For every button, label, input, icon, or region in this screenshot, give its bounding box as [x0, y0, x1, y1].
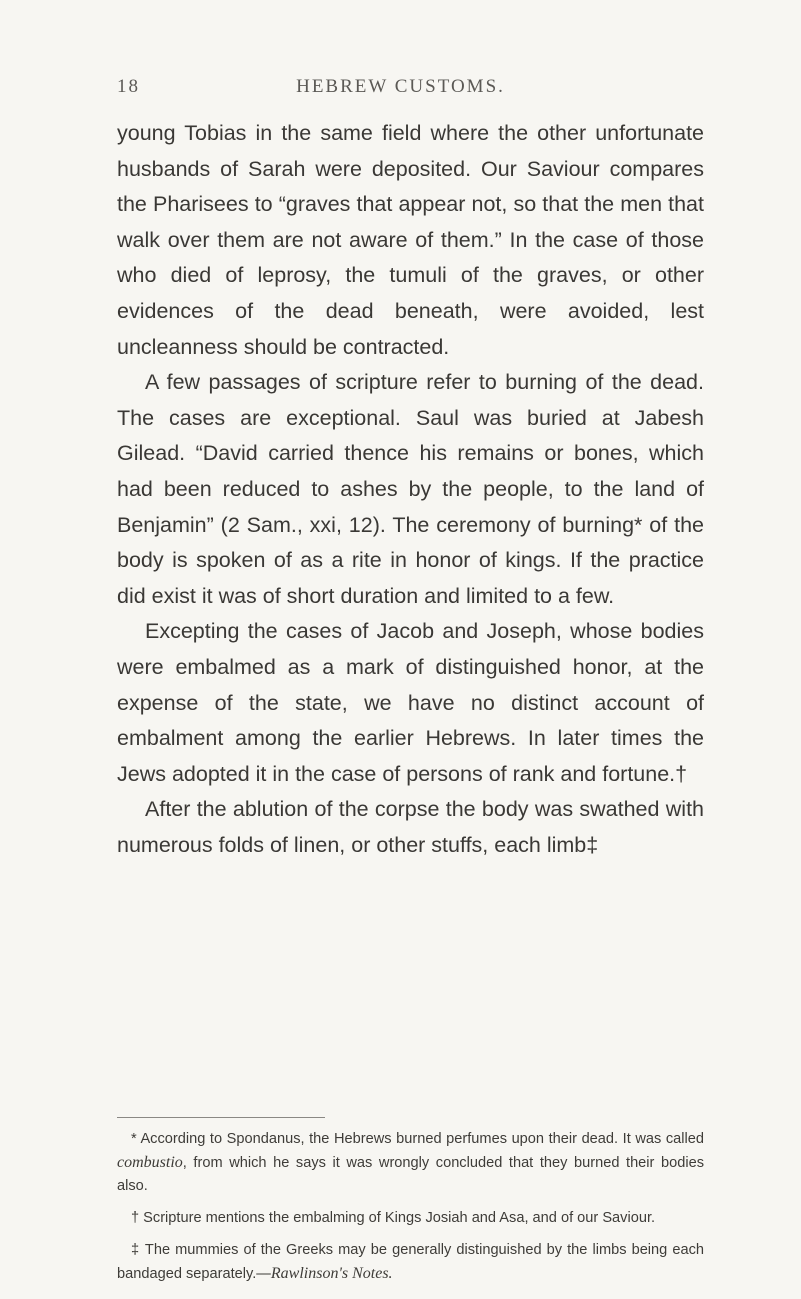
- running-header: [0, 76, 801, 106]
- footnotes: [117, 1128, 704, 1295]
- paragraph-4: After the ablution of the corpse the body was swathed with numerous folds of linen, or other stuffs, each limb‡: [117, 797, 704, 857]
- paragraph-1: young Tobias in the same field where the other unfortunate husbands of Sarah were deposited. Our Saviour compares the Pharisees to “graves that appear not, so that the men that walk over them are not aware of them.” In the case of those who died of leprosy, the tumuli of the graves, or other evidences of the dead beneath, were avoided, lest uncleanness should be contracted.: [117, 121, 704, 359]
- paragraph-2: A few passages of scripture refer to burning of the dead. The cases are exceptional. Saul was buried at Jabesh Gilead. “David carried thence his remains or bones, which had been reduced to ashes by the people, to the land of Benjamin” (2 Sam., xxi, 12). The ceremony of burning* of the body is spoken of as a rite in honor of kings. If the practice did exist it was of short duration and limited to a few.: [117, 370, 704, 608]
- footnote-2: † Scripture mentions the embalming of Kings Josiah and Asa, and of our Saviour.: [131, 1210, 656, 1226]
- page-number: 18: [117, 76, 140, 97]
- running-title: HEBREW CUSTOMS.: [296, 76, 505, 97]
- main-text: [117, 116, 704, 863]
- paragraph-3: Excepting the cases of Jacob and Joseph, whose bodies were embalmed as a mark of distinguished honor, at the expense of the state, we have no distinct account of embalment among the earlier Hebrews. In later times the Jews adopted it in the case of persons of rank and fortune.†: [117, 619, 704, 786]
- footnote-1: * According to Spondanus, the Hebrews burned perfumes upon their dead. It was called combustio, from which he says it was wrongly concluded that they burned their bodies also.: [117, 1131, 704, 1194]
- footnote-3-italic: Rawlinson's Notes.: [270, 1265, 393, 1282]
- footnote-1-italic: combustio: [117, 1154, 183, 1171]
- footnote-3: ‡ The mummies of the Greeks may be generally distinguished by the limbs being each bandaged separately.—Rawlinson's Notes.: [117, 1242, 704, 1282]
- footnote-divider: [117, 1117, 325, 1118]
